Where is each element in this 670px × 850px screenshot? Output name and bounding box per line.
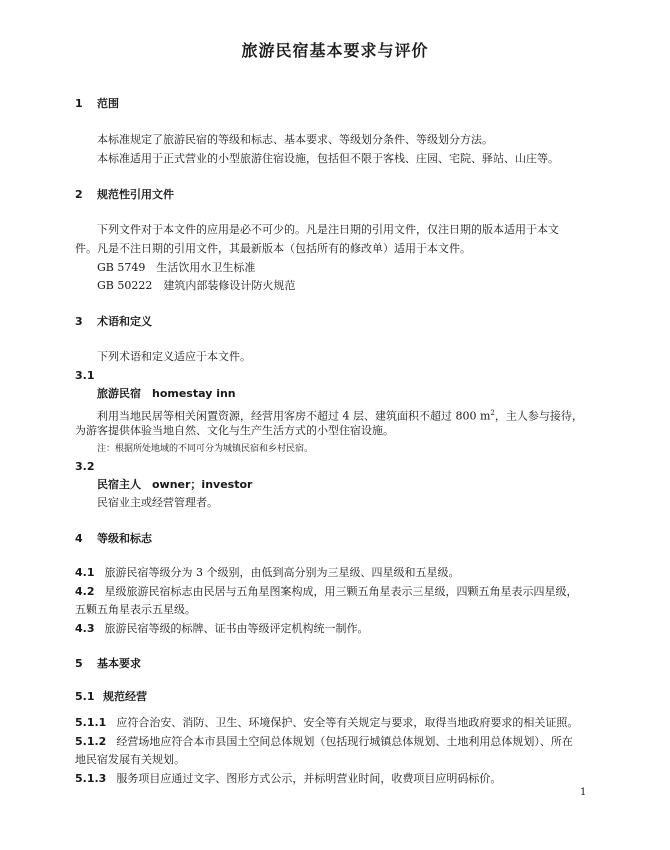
clause-5-1-3: 5.1.3 服务项目应通过文字、图形方式公示，并标明营业时间，收费项目应明码标价。	[75, 772, 502, 785]
term-3-1-number: 3.1	[75, 369, 95, 382]
clause-4-1: 4.1 旅游民宿等级分为 3 个级别，由低到高分别为三星级、四星级和五星级。	[75, 566, 460, 579]
clause-5-1-2-line-1: 5.1.2 经营场地应符合本市县国土空间总体规划（包括现行城镇总体规划、土地利用总体规划）、所在	[75, 735, 573, 748]
clause-4-3: 4.3 旅游民宿等级的标牌、证书由等级评定机构统一制作。	[75, 622, 369, 635]
section-1-heading: 1 范围	[75, 97, 119, 110]
clause-4-2-line-2: 五颗五角星表示五星级。	[75, 603, 196, 616]
term-3-2-number: 3.2	[75, 460, 95, 473]
section-2-heading: 2 规范性引用文件	[75, 188, 174, 201]
section-2-paragraph-line-2: 件。凡是不注日期的引用文件，其最新版本（包括所有的修改单）适用于本文件。	[75, 242, 471, 255]
term-3-1-title: 旅游民宿 homestay inn	[97, 387, 236, 400]
clause-4-2-line-1: 4.2 星级旅游民宿标志由民居与五角星图案构成，用三颗五角星表示三星级，四颗五角星表示四星级，	[75, 585, 578, 598]
section-4-heading: 4 等级和标志	[75, 532, 152, 545]
term-3-2-title: 民宿主人 owner；investor	[97, 478, 253, 491]
term-3-1-definition-line-1: 利用当地民居等相关闲置资源，经营用客房不超过 4 层、建筑面积不超过 800 $m^2$，主人参与接待，	[97, 409, 583, 423]
section-2-paragraph-line-1: 下列文件对于本文件的应用是必不可少的。凡是注日期的引用文件，仅注日期的版本适用于本文	[97, 223, 559, 236]
section-1-paragraph-1: 本标准规定了旅游民宿的等级和标志、基本要求、等级划分条件、等级划分方法。	[97, 133, 493, 146]
section-3-intro: 下列术语和定义适应于本文件。	[97, 350, 251, 363]
reference-gb5749: GB 5749 生活饮用水卫生标准	[97, 261, 256, 274]
term-3-2-definition: 民宿业主或经营管理者。	[97, 496, 218, 509]
section-1-paragraph-2: 本标准适用于正式营业的小型旅游住宿设施，包括但不限于客栈、庄园、宅院、驿站、山庄等。	[97, 152, 559, 165]
page-number: 1	[580, 787, 587, 798]
subsection-5-1-heading: 5.1 规范经营	[75, 690, 147, 703]
term-3-1-note: 注：根据所处地域的不同可分为城镇民宿和乡村民宿。	[97, 444, 314, 454]
document-title: 旅游民宿基本要求与评价	[241, 41, 429, 60]
reference-gb50222: GB 50222 建筑内部装修设计防火规范	[97, 279, 296, 292]
term-3-1-definition-line-2: 为游客提供体验当地自然、文化与生产生活方式的小型住宿设施。	[75, 424, 394, 437]
clause-5-1-1: 5.1.1 应符合治安、消防、卫生、环境保护、安全等有关规定与要求，取得当地政府要求的相关证照。	[75, 716, 579, 729]
clause-5-1-2-line-2: 地民宿发展有关规划。	[75, 753, 185, 766]
section-5-heading: 5 基本要求	[75, 657, 141, 670]
section-3-heading: 3 术语和定义	[75, 315, 152, 328]
